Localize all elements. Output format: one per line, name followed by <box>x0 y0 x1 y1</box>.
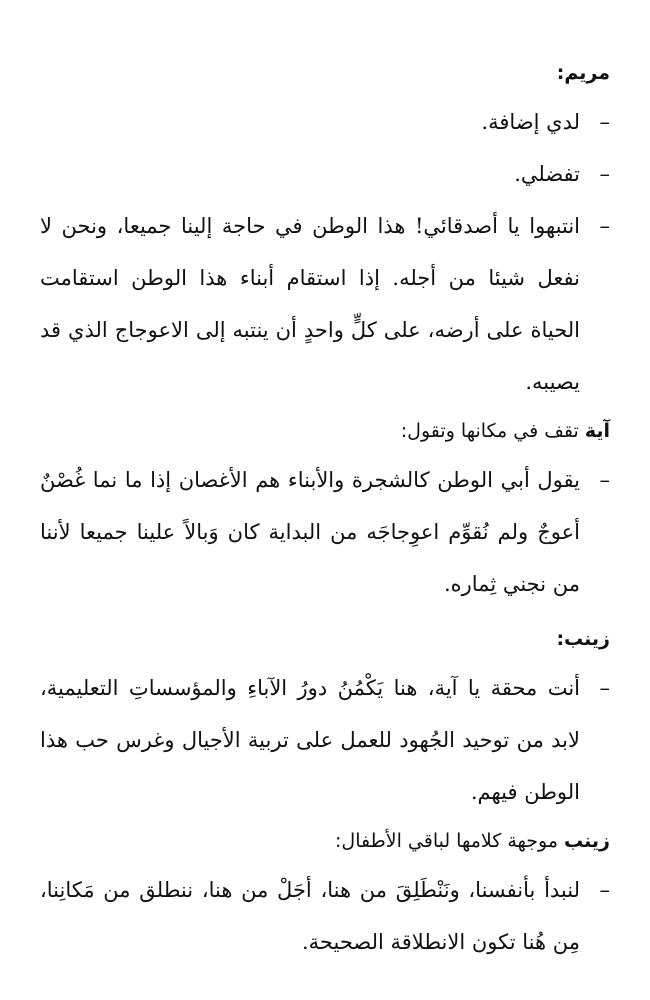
dash-mark: – <box>599 878 610 902</box>
speaker-name: زينب <box>564 830 610 852</box>
dash-mark: – <box>599 110 610 134</box>
dialogue-line <box>40 200 610 408</box>
dialogue-text: انتبهوا يا أصدقائي! هذا الوطن في حاجة إلينا جميعا، ونحن لا نفعل شيئا من أجله. إذا استقام أبناء هذا الوطن استقامت الحياة على أرضه، على كلٍّ واحدٍ أن ينتبه إلى الاعوجاج الذي قد يصيبه. <box>40 214 580 394</box>
dialogue-line <box>40 96 610 148</box>
dash-mark: – <box>599 162 610 186</box>
speaker-line-maryam <box>40 58 610 88</box>
dash-mark: – <box>599 676 610 700</box>
speaker-rest: تقف في مكانها وتقول: <box>400 420 585 442</box>
dialogue-text: تفضلي. <box>514 162 580 186</box>
dialogue-text: يقول أبي الوطن كالشجرة والأبناء هم الأغصان إذا ما نما غُصْنٌ أعوجٌ ولم نُقوِّم اعوِجاجَه من البداية كان وَبالاً علينا جميعا لأننا من نجني ثِماره. <box>40 468 580 596</box>
dialogue-text: لنبدأ بأنفسنا، ونَنْطَلِقَ من هنا، أجَلْ من هنا، ننطلق من مَكانِنا، مِن هُنا تكون الانطلاقة الصحيحة. <box>40 878 580 954</box>
dialogue-text: أنت محقة يا آية، هنا يَكْمُنُ دورُ الآباءِ والمؤسساتِ التعليمية، لابد من توحيد الجُهود للعمل على تربية الأجيال وغرس حب هذا الوطن فيهم. <box>40 676 580 804</box>
dash-mark: – <box>599 468 610 492</box>
dialogue-text: لدي إضافة. <box>481 110 580 134</box>
speaker-line-aya <box>40 416 610 446</box>
speaker-name: آية <box>584 420 610 442</box>
speaker-name: مريم: <box>556 62 610 84</box>
dialogue-line <box>40 148 610 200</box>
dialogue-line <box>40 864 610 968</box>
dash-mark: – <box>599 214 610 238</box>
speaker-rest: موجهة كلامها لباقي الأطفال: <box>335 830 565 852</box>
dialogue-line <box>40 454 610 610</box>
dialogue-page <box>40 58 610 968</box>
dialogue-line <box>40 662 610 818</box>
speaker-name: زينب: <box>556 628 610 650</box>
speaker-line-zaynab <box>40 624 610 654</box>
speaker-line-zaynab-addressing <box>40 826 610 856</box>
